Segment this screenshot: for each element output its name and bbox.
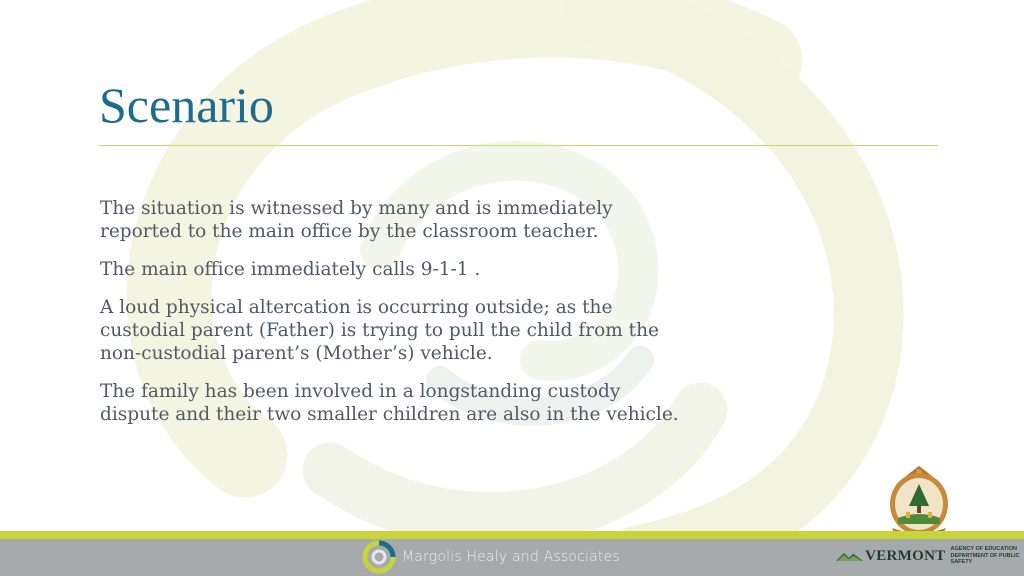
paragraph: The main office immediately calls 9-1-1 .	[100, 259, 481, 280]
agency-line-1: AGENCY OF EDUCATION	[950, 546, 1017, 553]
paragraph: The situation is witnessed by many and is immediately reported to the main office by the classroom teacher.	[100, 198, 613, 242]
vermont-wordmark: VERMONT	[865, 547, 946, 564]
slide-body	[100, 197, 680, 441]
agency-lines	[951, 546, 1024, 566]
footer-brand-name: Margolis Healy and Associates	[402, 548, 620, 565]
vermont-seal-icon	[884, 462, 954, 538]
paragraph: A loud physical altercation is occurring outside; as the custodial parent (Father) is trying to pull the child from the non-custodial parent’s (Mother’s) vehicle.	[100, 297, 659, 364]
footer-brand	[362, 537, 620, 576]
margolis-healy-swirl-icon	[362, 540, 396, 574]
agency-line-2: DEPARTMENT OF PUBLIC SAFETY	[950, 552, 1020, 566]
paragraph: The family has been involved in a longstanding custody dispute and their two smaller children are also in the vehicle.	[100, 381, 679, 425]
title-divider	[99, 145, 938, 146]
slide-title: Scenario	[99, 77, 274, 133]
vermont-logo	[836, 544, 1024, 568]
vermont-mountain-icon	[836, 549, 863, 563]
